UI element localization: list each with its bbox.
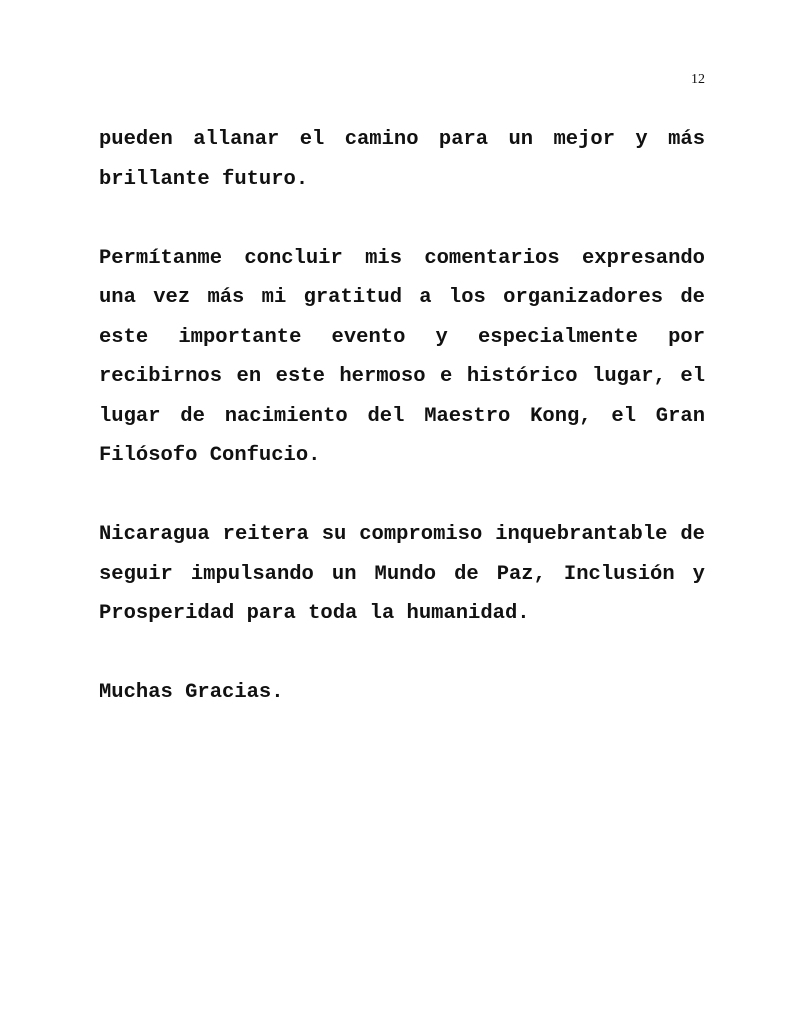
document-body (99, 120, 705, 752)
paragraph-gratitude: Permítanme concluir mis comentarios expresando una vez más mi gratitud a los organizadores de este importante evento y especialmente por recibirnos en este hermoso e histórico lugar, el lugar de nacimiento del Maestro Kong, el Gran Filósofo Confucio. (99, 246, 705, 467)
page-number: 12 (691, 72, 705, 87)
paragraph-commitment: Nicaragua reitera su compromiso inquebrantable de seguir impulsando un Mundo de Paz, Inclusión y Prosperidad para toda la humanidad. (99, 523, 705, 625)
paragraph-thanks: Muchas Gracias. (99, 681, 284, 704)
paragraph-closing-thought: pueden allanar el camino para un mejor y más brillante futuro. (99, 128, 705, 191)
